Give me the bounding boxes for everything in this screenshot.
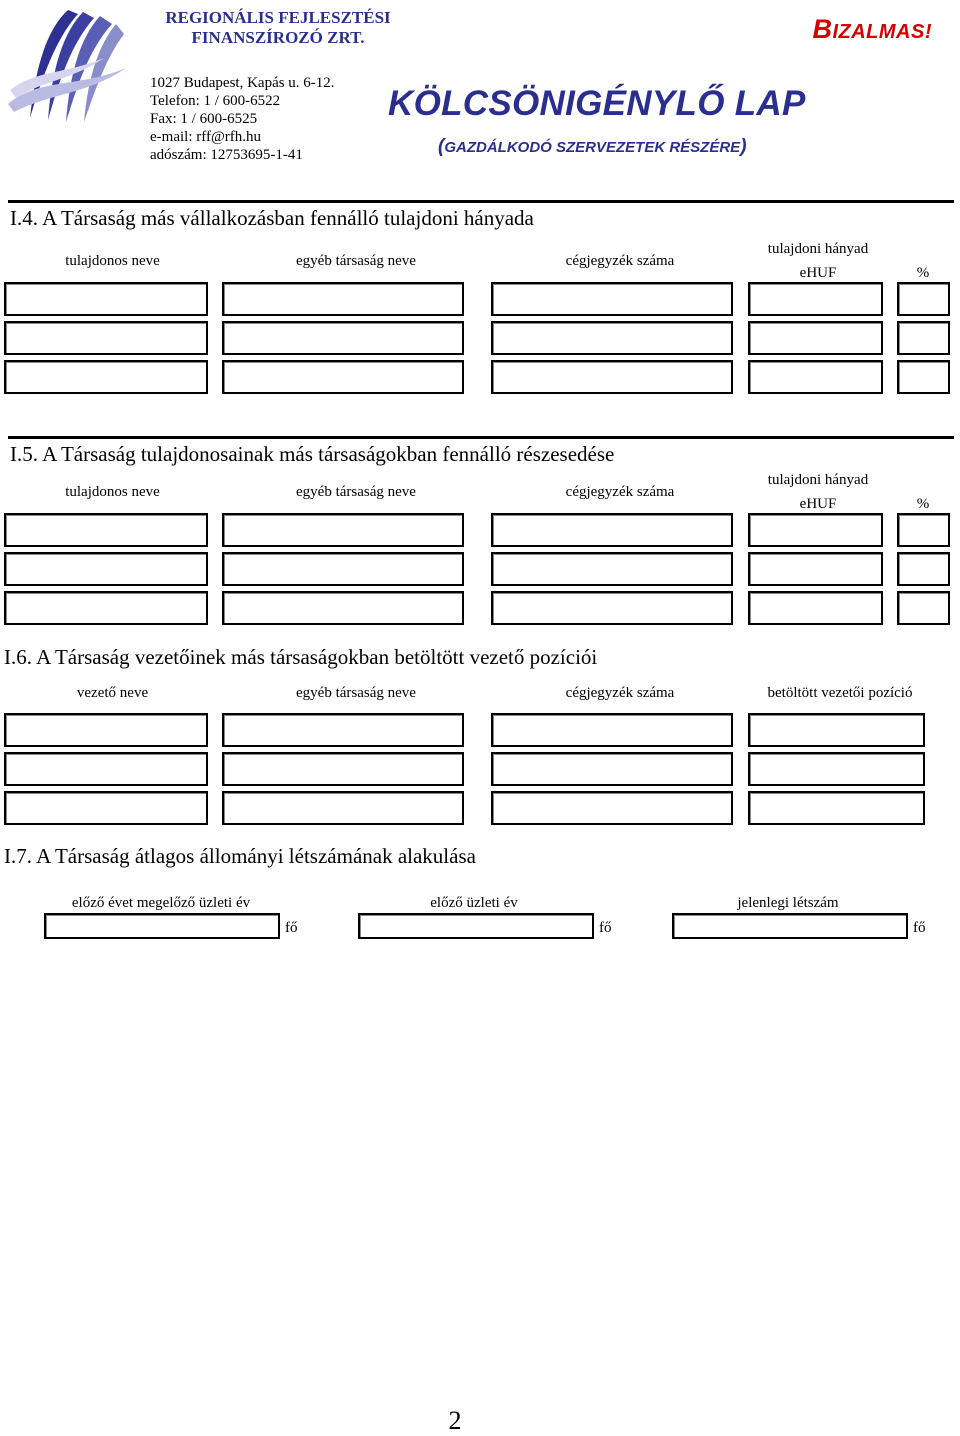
ehuf-field[interactable] [748, 513, 883, 547]
percent-field[interactable] [897, 360, 950, 394]
percent-field[interactable] [897, 282, 950, 316]
owner-name-field[interactable] [4, 552, 208, 586]
headcount-year-before-previous-field[interactable] [44, 913, 280, 939]
fax: Fax: 1 / 600-6525 [150, 111, 258, 127]
subtitle-close-paren: ) [740, 136, 747, 157]
other-company-field[interactable] [222, 791, 464, 825]
registry-number-field[interactable] [491, 752, 733, 786]
page-number: 2 [448, 1406, 462, 1435]
email: e-mail: rff@rfh.hu [150, 129, 261, 145]
col-other-company: egyéb társaság neve [296, 253, 416, 269]
leader-position-field[interactable] [748, 791, 925, 825]
leader-position-field[interactable] [748, 752, 925, 786]
leader-position-field[interactable] [748, 713, 925, 747]
unit-person: fő [913, 920, 926, 936]
col-ownership-share: tulajdoni hányad [767, 241, 869, 257]
company-name [143, 8, 413, 48]
unit-person: fő [285, 920, 298, 936]
registry-number-field[interactable] [491, 282, 733, 316]
other-company-field[interactable] [222, 752, 464, 786]
confidential-initial: B [812, 14, 833, 44]
section-14-title: I.4. A Társaság más vállalkozásban fennálló tulajdoni hányada [10, 206, 534, 230]
col-owner-name: tulajdonos neve [65, 484, 160, 500]
subtitle-text: GAZDÁLKODÓ SZERVEZETEK RÉSZÉRE [444, 139, 741, 156]
col-registry-number: cégjegyzék száma [565, 484, 675, 500]
other-company-field[interactable] [222, 513, 464, 547]
other-company-field[interactable] [222, 282, 464, 316]
registry-number-field[interactable] [491, 321, 733, 355]
form-title: KÖLCSÖNIGÉNYLŐ LAP [388, 84, 806, 123]
other-company-field[interactable] [222, 713, 464, 747]
phone: Telefon: 1 / 600-6522 [150, 93, 281, 109]
owner-name-field[interactable] [4, 513, 208, 547]
address: 1027 Budapest, Kapás u. 6-12. [150, 75, 335, 91]
registry-number-field[interactable] [491, 791, 733, 825]
unit-person: fő [599, 920, 612, 936]
section-16-title: I.6. A Társaság vezetőinek más társaságokban betöltött vezető pozíciói [4, 645, 598, 669]
section-divider [8, 436, 954, 439]
ehuf-field[interactable] [748, 591, 883, 625]
registry-number-field[interactable] [491, 513, 733, 547]
col-leader-name: vezető neve [76, 685, 149, 701]
confidential-label [812, 14, 932, 45]
registry-number-field[interactable] [491, 591, 733, 625]
other-company-field[interactable] [222, 321, 464, 355]
ehuf-field[interactable] [748, 321, 883, 355]
col-other-company: egyéb társaság neve [296, 685, 416, 701]
leader-name-field[interactable] [4, 791, 208, 825]
col-percent: % [916, 265, 930, 281]
leader-name-field[interactable] [4, 713, 208, 747]
col-registry-number: cégjegyzék száma [565, 253, 675, 269]
owner-name-field[interactable] [4, 282, 208, 316]
tax-id: adószám: 12753695-1-41 [150, 147, 303, 163]
percent-field[interactable] [897, 552, 950, 586]
section-15-title: I.5. A Társaság tulajdonosainak más társaságokban fennálló részesedése [10, 442, 615, 466]
col-ehuf: eHUF [799, 496, 837, 512]
registry-number-field[interactable] [491, 552, 733, 586]
col-year-before-previous: előző évet megelőző üzleti év [71, 895, 251, 911]
owner-name-field[interactable] [4, 360, 208, 394]
form-subtitle [438, 136, 747, 158]
headcount-current-field[interactable] [672, 913, 908, 939]
section-17-title: I.7. A Társaság átlagos állományi létszámának alakulása [4, 844, 476, 868]
registry-number-field[interactable] [491, 360, 733, 394]
percent-field[interactable] [897, 591, 950, 625]
leader-name-field[interactable] [4, 752, 208, 786]
company-logo [8, 8, 126, 124]
other-company-field[interactable] [222, 591, 464, 625]
ehuf-field[interactable] [748, 282, 883, 316]
owner-name-field[interactable] [4, 591, 208, 625]
company-name-line1: REGIONÁLIS FEJLESZTÉSI [165, 8, 391, 27]
confidential-rest: IZALMAS! [832, 21, 932, 43]
col-owner-name: tulajdonos neve [65, 253, 160, 269]
other-company-field[interactable] [222, 552, 464, 586]
col-previous-year: előző üzleti év [430, 895, 518, 911]
other-company-field[interactable] [222, 360, 464, 394]
col-ehuf: eHUF [799, 265, 837, 281]
owner-name-field[interactable] [4, 321, 208, 355]
col-leader-position: betöltött vezetői pozíció [767, 685, 913, 701]
percent-field[interactable] [897, 321, 950, 355]
col-other-company: egyéb társaság neve [296, 484, 416, 500]
col-registry-number: cégjegyzék száma [565, 685, 675, 701]
registry-number-field[interactable] [491, 713, 733, 747]
subtitle-open-paren: ( [438, 136, 445, 157]
col-percent: % [916, 496, 930, 512]
section-divider [8, 200, 954, 203]
col-ownership-share: tulajdoni hányad [767, 472, 869, 488]
percent-field[interactable] [897, 513, 950, 547]
contact-info [150, 74, 335, 164]
ehuf-field[interactable] [748, 552, 883, 586]
ehuf-field[interactable] [748, 360, 883, 394]
col-current-headcount: jelenlegi létszám [737, 895, 839, 911]
company-name-line2: FINANSZÍROZÓ ZRT. [191, 28, 365, 47]
headcount-previous-year-field[interactable] [358, 913, 594, 939]
